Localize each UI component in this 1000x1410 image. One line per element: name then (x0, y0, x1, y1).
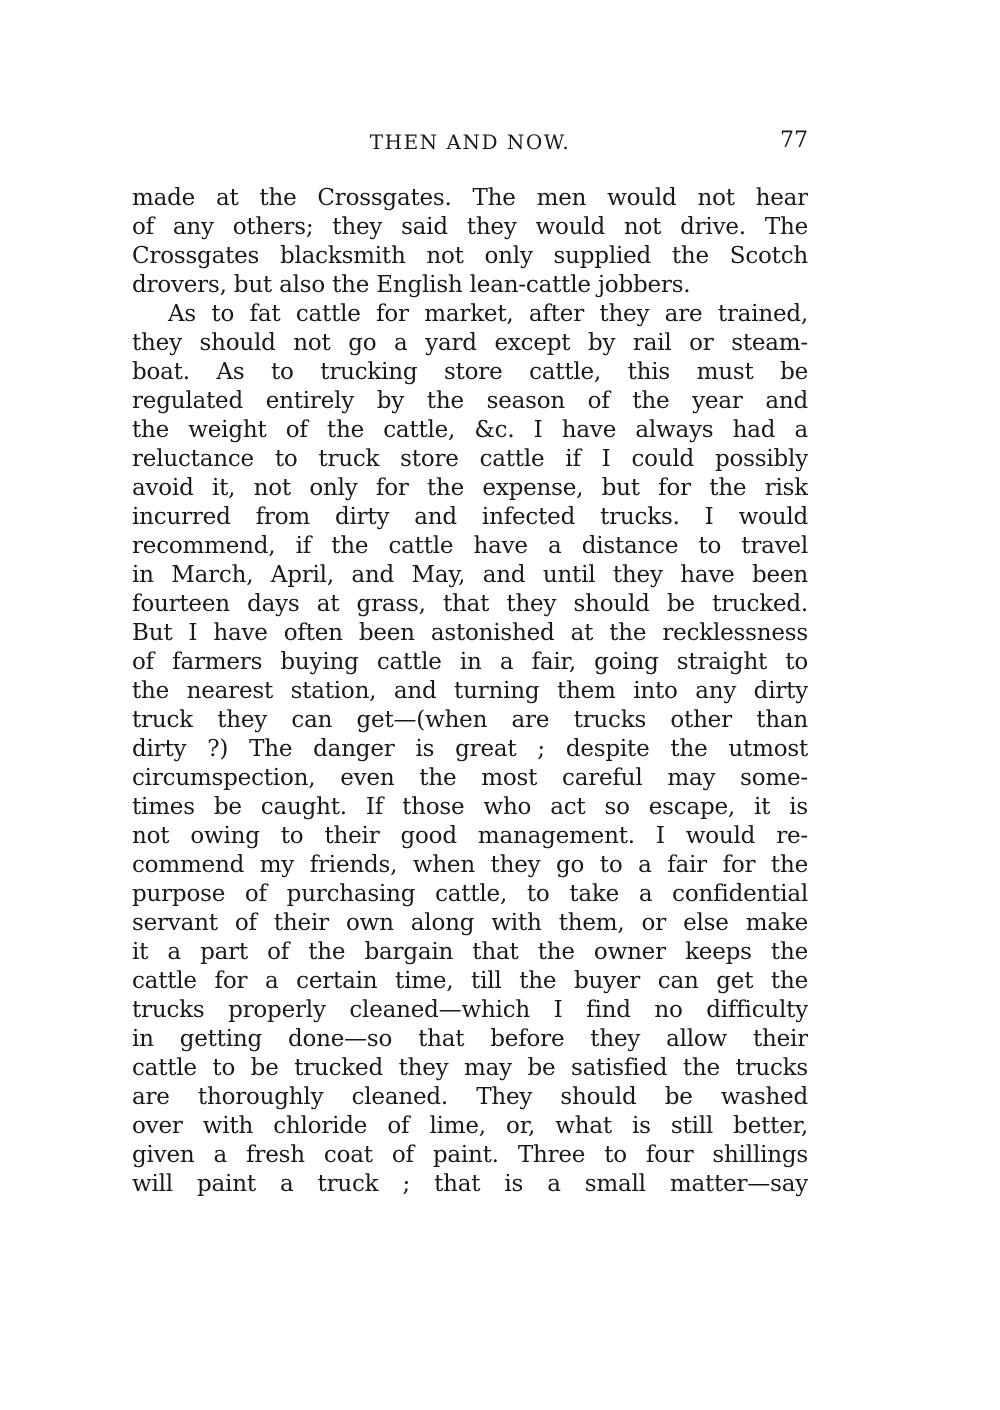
text-line: recommend, if the cattle have a distance to travel (132, 533, 808, 559)
text-line: given a fresh coat of paint. Three to four shillings (132, 1142, 808, 1168)
text-line: of farmers buying cattle in a fair, going straight to (132, 649, 808, 675)
text-line: the weight of the cattle, &c. I have always had a (132, 417, 808, 443)
text-line: cattle to be trucked they may be satisfied the trucks (132, 1055, 808, 1081)
text-line: over with chloride of lime, or, what is still better, (132, 1113, 808, 1139)
text-line: commend my friends, when they go to a fair for the (132, 852, 808, 878)
text-line: boat. As to trucking store cattle, this must be (132, 359, 808, 385)
text-line: cattle for a certain time, till the buyer can get the (132, 968, 808, 994)
text-line: But I have often been astonished at the recklessness (132, 620, 808, 646)
text-line: circumspection, even the most careful may some- (132, 765, 808, 791)
text-line: of any others; they said they would not drive. The (132, 214, 808, 240)
text-line: will paint a truck ; that is a small matter—say (132, 1171, 808, 1197)
text-line: are thoroughly cleaned. They should be washed (132, 1084, 808, 1110)
text-line: it a part of the bargain that the owner keeps the (132, 939, 808, 965)
text-line: made at the Crossgates. The men would not hear (132, 185, 808, 211)
text-line: Crossgates blacksmith not only supplied the Scotch (132, 243, 808, 269)
text-line: As to fat cattle for market, after they are trained, (168, 301, 808, 327)
text-line: drovers, but also the English lean-cattle jobbers. (132, 272, 691, 298)
text-line: in March, April, and May, and until they have been (132, 562, 808, 588)
text-line: not owing to their good management. I would re- (132, 823, 808, 849)
text-line: avoid it, not only for the expense, but for the risk (132, 475, 808, 501)
page-number: 77 (780, 128, 808, 153)
text-line: fourteen days at grass, that they should be trucked. (132, 591, 808, 617)
text-line: dirty ?) The danger is great ; despite the utmost (132, 736, 808, 762)
text-line: the nearest station, and turning them into any dirty (132, 678, 808, 704)
text-line: servant of their own along with them, or else make (132, 910, 808, 936)
running-title: THEN AND NOW. (369, 130, 571, 154)
text-line: in getting done—so that before they allow their (132, 1026, 808, 1052)
running-head (132, 130, 808, 160)
text-line: trucks properly cleaned—which I find no difficulty (132, 997, 808, 1023)
text-line: regulated entirely by the season of the year and (132, 388, 808, 414)
text-line: purpose of purchasing cattle, to take a confidential (132, 881, 808, 907)
text-line: reluctance to truck store cattle if I could possibly (132, 446, 808, 472)
text-line: times be caught. If those who act so escape, it is (132, 794, 808, 820)
text-line: truck they can get—(when are trucks other than (132, 707, 808, 733)
text-line: incurred from dirty and infected trucks. I would (132, 504, 808, 530)
text-line: they should not go a yard except by rail or steam- (132, 330, 808, 356)
body-text (132, 184, 808, 1199)
